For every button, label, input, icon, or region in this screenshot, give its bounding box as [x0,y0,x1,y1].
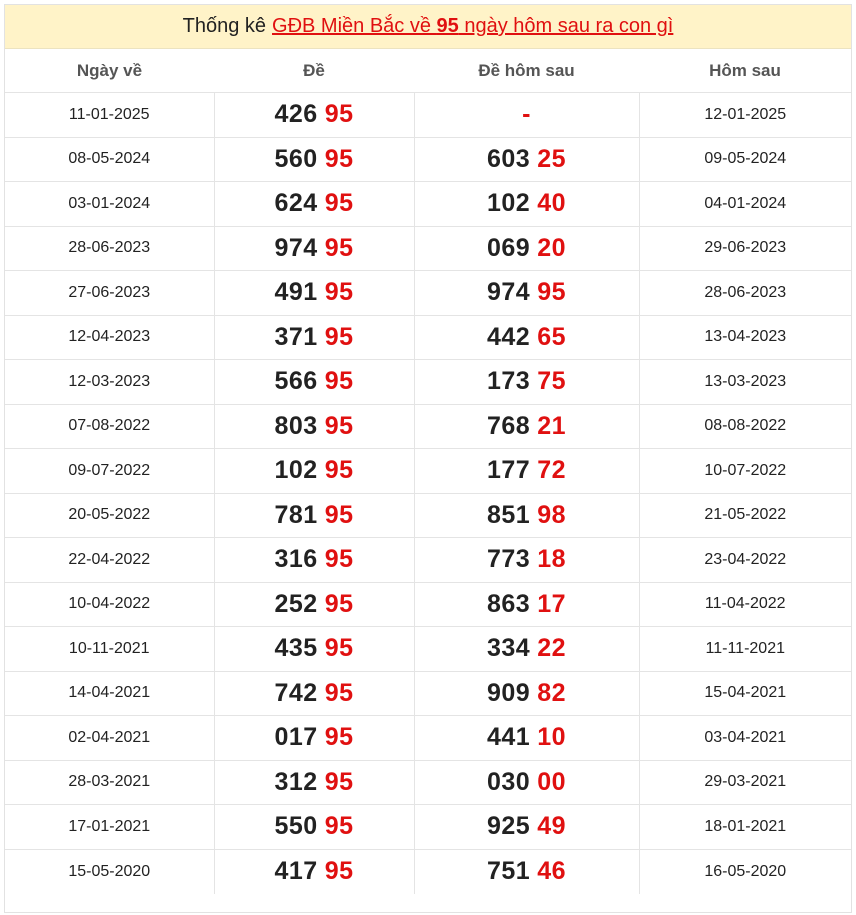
next-de-prefix: 442 [486,322,531,351]
table-row [5,315,851,360]
next-de-prefix: 334 [486,634,531,663]
next-de-suffix: 95 [537,278,567,307]
table-row [5,671,851,716]
de-prefix: 371 [274,322,318,351]
next-de-suffix: 17 [537,589,567,618]
next-de-suffix: 21 [537,411,567,440]
de-prefix: 566 [274,367,318,396]
de-suffix: 95 [324,634,354,663]
date-cell: 28-06-2023 [5,226,214,271]
table-header-row [5,49,851,93]
next-de-cell [414,93,639,138]
next-de-cell [414,137,639,182]
de-prefix: 252 [274,589,318,618]
next-de-cell [414,760,639,805]
next-de-cell [414,538,639,583]
de-suffix: 95 [324,411,354,440]
de-cell [214,805,414,850]
next-de-suffix: 98 [537,500,567,529]
de-suffix: 95 [324,456,354,485]
de-prefix: 426 [274,100,318,129]
table-row [5,627,851,672]
de-cell [214,716,414,761]
next-date-cell: 11-04-2022 [639,582,851,627]
header-de: Đề [214,49,414,93]
title-link-before: GĐB Miền Bắc về [272,15,437,37]
date-cell: 12-03-2023 [5,360,214,405]
next-date-cell: 23-04-2022 [639,538,851,583]
de-cell [214,404,414,449]
next-de-cell [414,716,639,761]
table-row [5,760,851,805]
de-prefix: 624 [274,189,318,218]
next-de-prefix: 441 [486,723,531,752]
date-cell: 10-11-2021 [5,627,214,672]
table-row [5,493,851,538]
de-suffix: 95 [324,189,354,218]
de-cell [214,582,414,627]
date-cell: 10-04-2022 [5,582,214,627]
next-de-suffix: 65 [537,322,567,351]
de-cell [214,226,414,271]
date-cell: 12-04-2023 [5,315,214,360]
table-row [5,449,851,494]
next-de-suffix: 10 [537,723,567,752]
table-body [5,93,851,894]
table-row [5,716,851,761]
next-date-cell: 03-04-2021 [639,716,851,761]
title-link-number: 95 [436,15,459,37]
de-prefix: 974 [274,233,318,262]
header-next-de: Đề hôm sau [414,49,639,93]
next-date-cell: 18-01-2021 [639,805,851,850]
next-de-cell [414,849,639,894]
next-de-suffix: 20 [537,233,567,262]
de-suffix: 95 [324,857,354,885]
date-cell: 02-04-2021 [5,716,214,761]
next-de-suffix: 72 [537,456,567,485]
de-prefix: 316 [274,545,318,574]
next-de-cell [414,627,639,672]
next-date-cell: 04-01-2024 [639,182,851,227]
next-date-cell: 29-03-2021 [639,760,851,805]
next-de-cell [414,404,639,449]
de-prefix: 803 [274,411,318,440]
de-suffix: 95 [324,545,354,574]
de-suffix: 95 [324,500,354,529]
title-link[interactable] [272,15,673,38]
de-suffix: 95 [324,144,354,173]
next-date-cell: 16-05-2020 [639,849,851,894]
next-de-prefix: 925 [486,812,531,841]
next-de-cell [414,493,639,538]
de-suffix: 95 [324,589,354,618]
next-date-cell: 15-04-2021 [639,671,851,716]
de-prefix: 017 [274,723,318,752]
table-row [5,271,851,316]
de-prefix: 435 [274,634,318,663]
date-cell: 08-05-2024 [5,137,214,182]
de-cell [214,315,414,360]
de-cell [214,271,414,316]
next-de-prefix: 863 [486,589,531,618]
de-suffix: 95 [324,100,354,129]
de-suffix: 95 [324,233,354,262]
next-de-empty: - [522,100,531,129]
next-de-prefix: 851 [486,500,531,529]
table-row [5,93,851,138]
title-link-after: ngày hôm sau ra con gì [458,15,674,37]
next-de-suffix: 00 [537,767,567,796]
next-de-prefix: 173 [486,367,531,396]
de-suffix: 95 [324,367,354,396]
next-date-cell: 11-11-2021 [639,627,851,672]
next-de-cell [414,226,639,271]
next-date-cell: 10-07-2022 [639,449,851,494]
de-cell [214,449,414,494]
de-cell [214,493,414,538]
date-cell: 22-04-2022 [5,538,214,583]
de-prefix: 102 [274,456,318,485]
date-cell: 15-05-2020 [5,849,214,894]
next-de-prefix: 102 [486,189,531,218]
next-de-prefix: 030 [486,767,531,796]
next-de-prefix: 177 [486,456,531,485]
next-de-prefix: 773 [486,545,531,574]
date-cell: 17-01-2021 [5,805,214,850]
table-row [5,849,851,894]
next-date-cell: 13-04-2023 [639,315,851,360]
de-suffix: 95 [324,812,354,841]
next-date-cell: 28-06-2023 [639,271,851,316]
de-prefix: 781 [274,500,318,529]
next-de-suffix: 22 [537,634,567,663]
table-row [5,805,851,850]
de-cell [214,627,414,672]
next-de-cell [414,360,639,405]
next-de-suffix: 40 [537,189,567,218]
date-cell: 28-03-2021 [5,760,214,805]
next-de-cell [414,182,639,227]
next-de-prefix: 909 [486,678,531,707]
next-date-cell: 12-01-2025 [639,93,851,138]
next-date-cell: 13-03-2023 [639,360,851,405]
results-table [5,49,851,894]
next-de-prefix: 768 [486,411,531,440]
date-cell: 11-01-2025 [5,93,214,138]
de-cell [214,849,414,894]
date-cell: 14-04-2021 [5,671,214,716]
next-date-cell: 21-05-2022 [639,493,851,538]
de-prefix: 312 [274,767,318,796]
de-cell [214,93,414,138]
next-de-cell [414,671,639,716]
table-row [5,182,851,227]
next-de-cell [414,271,639,316]
de-cell [214,538,414,583]
date-cell: 09-07-2022 [5,449,214,494]
de-cell [214,360,414,405]
de-suffix: 95 [324,767,354,796]
header-date: Ngày về [5,49,214,93]
de-prefix: 742 [274,678,318,707]
next-de-suffix: 25 [537,144,567,173]
next-de-suffix: 18 [537,545,567,574]
table-row [5,582,851,627]
table-row [5,538,851,583]
de-prefix: 491 [274,278,318,307]
date-cell: 03-01-2024 [5,182,214,227]
next-de-prefix: 974 [486,278,531,307]
date-cell: 07-08-2022 [5,404,214,449]
next-date-cell: 09-05-2024 [639,137,851,182]
table-row [5,404,851,449]
de-cell [214,671,414,716]
next-de-suffix: 82 [537,678,567,707]
next-de-cell [414,805,639,850]
next-de-prefix: 751 [486,857,531,885]
de-cell [214,137,414,182]
de-prefix: 560 [274,144,318,173]
de-cell [214,182,414,227]
next-de-prefix: 069 [486,233,531,262]
de-suffix: 95 [324,678,354,707]
date-cell: 20-05-2022 [5,493,214,538]
next-date-cell: 08-08-2022 [639,404,851,449]
next-date-cell: 29-06-2023 [639,226,851,271]
stats-panel [4,4,852,913]
table-row [5,226,851,271]
header-next-date: Hôm sau [639,49,851,93]
de-suffix: 95 [324,278,354,307]
next-de-suffix: 46 [537,857,567,885]
date-cell: 27-06-2023 [5,271,214,316]
next-de-suffix: 75 [537,367,567,396]
de-cell [214,760,414,805]
table-row [5,137,851,182]
next-de-cell [414,582,639,627]
next-de-cell [414,449,639,494]
table-row [5,360,851,405]
title-lead: Thống kê [182,15,267,37]
next-de-cell [414,315,639,360]
next-de-prefix: 603 [486,144,531,173]
de-suffix: 95 [324,322,354,351]
de-suffix: 95 [324,723,354,752]
page-title [5,5,851,49]
de-prefix: 550 [274,812,318,841]
next-de-suffix: 49 [537,812,567,841]
de-prefix: 417 [274,857,318,885]
